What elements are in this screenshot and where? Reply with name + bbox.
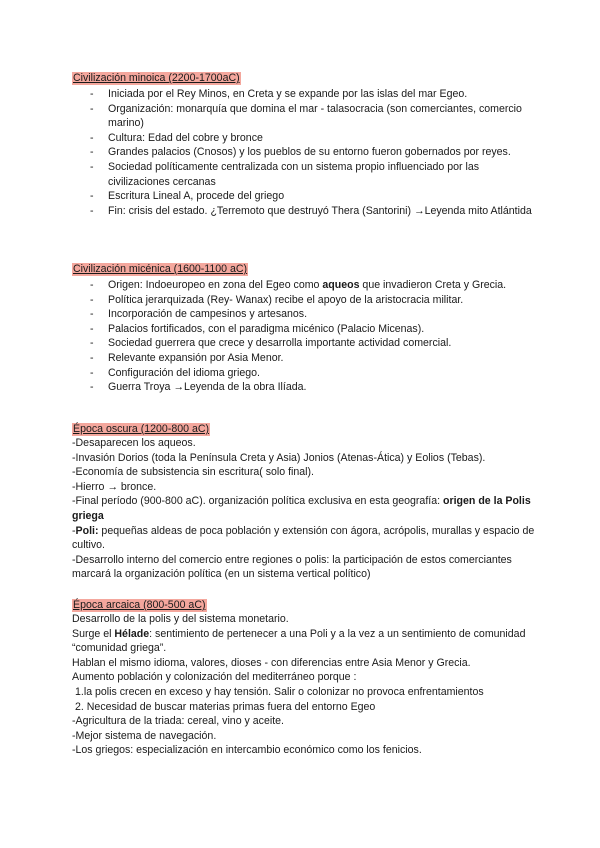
section-heading: Época arcaica (800-500 aC) bbox=[73, 599, 206, 611]
list-item: - Fin: crisis del estado. ¿Terremoto que destruyó Thera (Santorini) →Leyenda mito Atlántida bbox=[108, 204, 542, 219]
list-item: - Palacios fortificados, con el paradigma micénico (Palacio Micenas). bbox=[108, 322, 542, 337]
paragraph: Desarrollo de la polis y del sistema monetario. bbox=[72, 613, 289, 625]
section-arcaica bbox=[72, 599, 542, 758]
paragraph: Surge el Hélade: sentimiento de pertenecer a una Poli y a la vez a un sentimiento de comunidad “comunidad griega”. bbox=[72, 627, 526, 655]
list-item: - Configuración del idioma griego. bbox=[108, 366, 542, 381]
bullet-list bbox=[72, 87, 542, 218]
section-heading: Civilización micénica (1600-1100 aC) bbox=[73, 263, 248, 275]
list-item: - Cultura: Edad del cobre y bronce bbox=[108, 131, 542, 146]
paragraph: -Los griegos: especialización en intercambio económico como los fenicios. bbox=[72, 744, 422, 757]
paragraph: -Invasión Dorios (toda la Península Creta y Asia) Jonios (Atenas-Ática) y Eolios (Tebas). bbox=[72, 451, 486, 464]
list-item: - Organización: monarquía que domina el mar - talasocracia (son comerciantes, comercio marino) bbox=[108, 102, 542, 131]
paragraph: Hablan el mismo idioma, valores, dioses - con diferencias entre Asia Menor y Grecia. bbox=[72, 656, 471, 669]
list-item: - Guerra Troya →Leyenda de la obra Ilíada. bbox=[108, 380, 542, 395]
list-item: - Sociedad guerrera que crece y desarrolla importante actividad comercial. bbox=[108, 336, 542, 351]
paragraph: -Final período (900-800 aC). organización política exclusiva en esta geografía: origen de la Polis griega bbox=[72, 495, 531, 522]
paragraph: -Mejor sistema de navegación. bbox=[72, 729, 217, 742]
list-item: - Política jerarquizada (Rey- Wanax) recibe el apoyo de la aristocracia militar. bbox=[108, 293, 542, 308]
paragraph: Aumento población y colonización del mediterráneo porque : bbox=[72, 671, 357, 684]
numbered-item: 1.la polis crecen en exceso y hay tensión. Salir o colonizar no provoca enfrentamientos bbox=[75, 685, 484, 698]
section-heading: Época oscura (1200-800 aC) bbox=[73, 423, 210, 435]
paragraph: -Agricultura de la triada: cereal, vino y aceite. bbox=[72, 715, 284, 728]
list-item: - Relevante expansión por Asia Menor. bbox=[108, 351, 542, 366]
section-minoica bbox=[72, 72, 542, 218]
paragraph: -Desaparecen los aqueos. bbox=[72, 437, 196, 449]
section-oscura bbox=[72, 423, 542, 582]
paragraph: -Hierro → bronce. bbox=[72, 480, 157, 493]
list-item: - Sociedad políticamente centralizada con un sistema propio influenciado por las civilizaciones cercanas bbox=[108, 160, 542, 189]
bullet-list bbox=[72, 278, 542, 395]
list-item: - Origen: Indoeuropeo en zona del Egeo como aqueos que invadieron Creta y Grecia. bbox=[108, 278, 542, 293]
list-item: - Escritura Lineal A, procede del griego bbox=[108, 189, 542, 204]
list-item: - Grandes palacios (Cnosos) y los pueblos de su entorno fueron gobernados por reyes. bbox=[108, 145, 542, 160]
paragraph: -Economía de subsistencia sin escritura( solo final). bbox=[72, 466, 314, 479]
list-item: - Incorporación de campesinos y artesanos. bbox=[108, 307, 542, 322]
section-micenica bbox=[72, 263, 542, 395]
list-item: - Iniciada por el Rey Minos, en Creta y se expande por las islas del mar Egeo. bbox=[108, 87, 542, 102]
paragraph: -Desarrollo interno del comercio entre regiones o polis: la participación de estos comerciantes marcará la organización política (en un sistema vertical político) bbox=[72, 553, 512, 581]
section-heading: Civilización minoica (2200-1700aC) bbox=[73, 72, 240, 84]
paragraph: -Poli: pequeñas aldeas de poca población y extensión con ágora, acrópolis, murallas y espacio de cultivo. bbox=[72, 524, 535, 552]
numbered-item: 2. Necesidad de buscar materias primas fuera del entorno Egeo bbox=[75, 700, 376, 713]
